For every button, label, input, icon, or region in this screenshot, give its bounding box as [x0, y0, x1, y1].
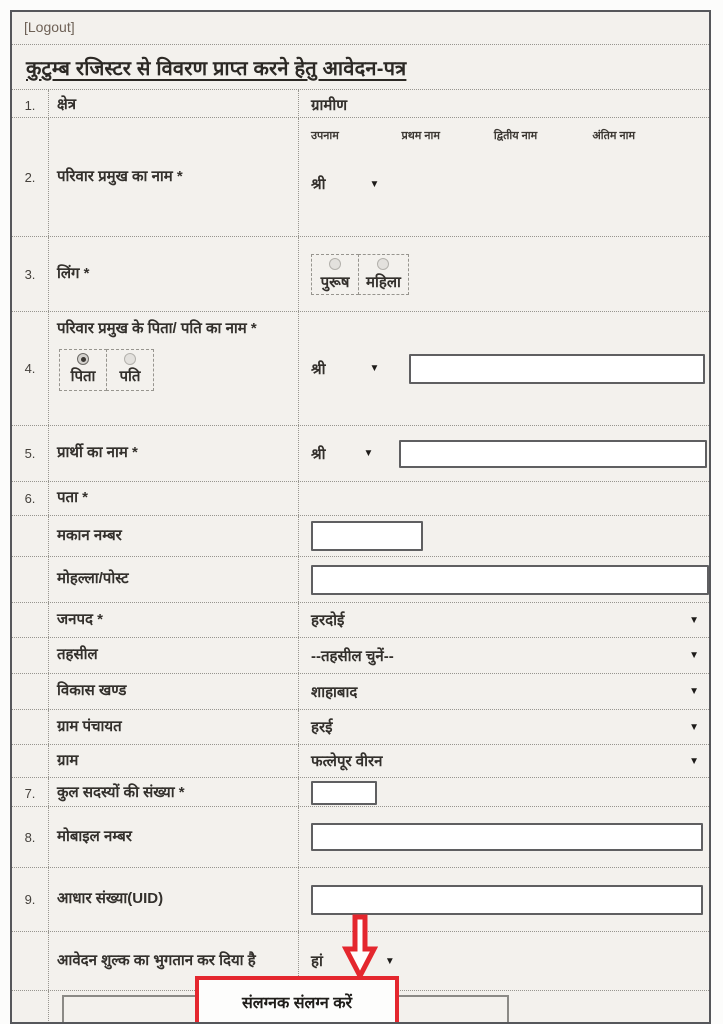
- panchayat-label: ग्राम पंचायत: [48, 710, 298, 744]
- gender-female-label: महिला: [366, 273, 401, 291]
- dropdown-arrow-icon: ▼: [384, 955, 395, 967]
- row-gender: [12, 237, 709, 312]
- logout-row: [12, 12, 709, 45]
- attach-button[interactable]: संलग्नक संलग्न करें: [242, 991, 352, 1013]
- aadhaar-input[interactable]: [311, 885, 703, 915]
- col-last-name: अंतिम नाम: [592, 130, 636, 142]
- relation-husband-radio[interactable]: [124, 353, 136, 365]
- col-surname: उपनाम: [311, 130, 339, 142]
- panchayat-dropdown[interactable]: [311, 717, 709, 737]
- gender-male-label: पुरूष: [320, 273, 350, 291]
- applicant-salutation-dropdown[interactable]: [311, 444, 373, 464]
- gender-male-option[interactable]: [311, 254, 359, 295]
- row-district: [12, 603, 709, 638]
- row-number: 6.: [24, 491, 36, 506]
- mobile-label: मोबाइल नम्बर: [48, 807, 298, 867]
- head-name-label: परिवार प्रमुख का नाम *: [48, 118, 298, 236]
- salutation-value: श्री: [311, 360, 326, 378]
- block-label: विकास खण्ड: [48, 674, 298, 709]
- village-value: फत्लेपूर वीरन: [311, 753, 383, 770]
- block-value: शाहाबाद: [311, 683, 358, 701]
- village-label: ग्राम: [48, 745, 298, 777]
- gender-options: [311, 254, 409, 295]
- gender-female-radio[interactable]: [377, 258, 389, 270]
- house-number-label: मकान नम्बर: [48, 516, 298, 556]
- village-dropdown[interactable]: [311, 751, 709, 771]
- dropdown-arrow-icon: ▼: [689, 755, 699, 767]
- highlight-box: [195, 976, 399, 1024]
- dropdown-arrow-icon: ▼: [689, 721, 699, 733]
- address-label: पता *: [48, 482, 298, 515]
- row-head-name: [12, 118, 709, 237]
- aadhaar-label: आधार संख्या(UID): [48, 868, 298, 931]
- row-block: [12, 674, 709, 710]
- dropdown-arrow-icon: ▼: [689, 650, 699, 661]
- row-area: [12, 90, 709, 118]
- fee-paid-label: आवेदन शुल्क का भुगतान कर दिया है: [48, 932, 298, 990]
- district-dropdown[interactable]: [311, 610, 709, 630]
- row-number: 1.: [24, 97, 36, 113]
- applicant-name-input[interactable]: [399, 440, 707, 468]
- relation-father-radio[interactable]: [77, 353, 89, 365]
- relation-husband-option[interactable]: [106, 349, 154, 390]
- row-members: [12, 778, 709, 807]
- page-title: कुटुम्ब रजिस्टर से विवरण प्राप्त करने हेतु आवेदन-पत्र: [26, 58, 407, 80]
- gender-female-option[interactable]: [358, 254, 409, 295]
- tehsil-dropdown[interactable]: [311, 646, 709, 666]
- head-salutation-dropdown[interactable]: [311, 174, 379, 194]
- area-label: क्षेत्र: [48, 90, 298, 120]
- locality-label: मोहल्ला/पोस्ट: [48, 557, 298, 602]
- applicant-label: प्रार्थी का नाम *: [48, 426, 298, 481]
- row-house-number: [12, 516, 709, 557]
- row-father-name: [12, 312, 709, 426]
- district-value: हरदोई: [311, 612, 345, 629]
- relation-husband-label: पति: [119, 368, 141, 386]
- house-number-input[interactable]: [311, 521, 423, 551]
- row-address: [12, 482, 709, 516]
- row-mobile: [12, 807, 709, 868]
- dropdown-arrow-icon: ▼: [369, 363, 380, 374]
- father-name-label: परिवार प्रमुख के पिता/ पति का नाम *: [57, 320, 257, 337]
- logout-link[interactable]: [Logout]: [24, 19, 75, 35]
- row-number: 7.: [24, 785, 36, 801]
- salutation-value: श्री: [311, 445, 326, 463]
- row-village: [12, 745, 709, 778]
- block-dropdown[interactable]: [311, 682, 709, 702]
- dropdown-arrow-icon: ▼: [363, 448, 374, 459]
- salutation-value: श्री: [311, 176, 326, 193]
- col-first-name: प्रथम नाम: [401, 130, 440, 142]
- row-number: 4.: [24, 361, 36, 376]
- row-number: 5.: [24, 446, 36, 461]
- mobile-number-input[interactable]: [311, 823, 703, 851]
- title-row: [12, 45, 709, 90]
- father-name-input[interactable]: [409, 354, 705, 384]
- highlight-arrow-icon: [342, 914, 378, 980]
- row-panchayat: [12, 710, 709, 745]
- row-tehsil: [12, 638, 709, 674]
- panchayat-value: हरई: [311, 719, 333, 736]
- row-number: 8.: [24, 829, 36, 845]
- row-number: 3.: [24, 266, 36, 282]
- district-label: जनपद *: [48, 603, 298, 637]
- area-value: ग्रामीण: [311, 97, 348, 115]
- row-number: 2.: [24, 169, 36, 185]
- relation-father-option[interactable]: [59, 349, 107, 390]
- members-label: कुल सदस्यों की संख्या *: [48, 778, 298, 808]
- name-column-headers: [311, 126, 635, 144]
- gender-label: लिंग *: [48, 237, 298, 311]
- application-form: [10, 10, 711, 1024]
- dropdown-arrow-icon: ▼: [369, 178, 380, 190]
- gender-male-radio[interactable]: [329, 258, 341, 270]
- tehsil-label: तहसील: [48, 638, 298, 673]
- relation-father-label: पिता: [70, 368, 96, 386]
- col-middle-name: द्वितीय नाम: [493, 130, 538, 142]
- fee-paid-value: हां: [311, 953, 323, 970]
- dropdown-arrow-icon: ▼: [689, 614, 699, 626]
- tehsil-value: --तहसील चुनें--: [311, 647, 394, 665]
- row-locality: [12, 557, 709, 603]
- relation-options: [59, 349, 154, 390]
- row-applicant: [12, 426, 709, 482]
- locality-input[interactable]: [311, 565, 709, 595]
- members-count-input[interactable]: [311, 781, 377, 805]
- row-number: 9.: [24, 892, 36, 907]
- father-salutation-dropdown[interactable]: [311, 359, 379, 379]
- dropdown-arrow-icon: ▼: [689, 686, 699, 697]
